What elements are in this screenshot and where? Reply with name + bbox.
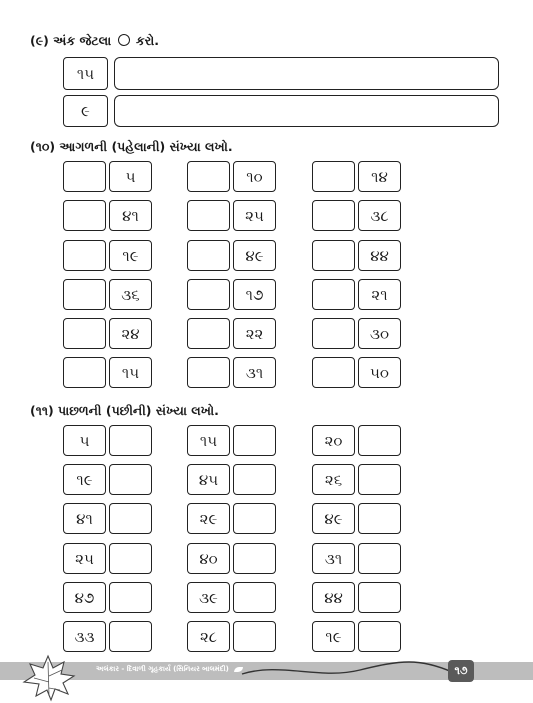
- section-11-number: ૨૫: [75, 549, 94, 568]
- section-10-number-box: [233, 279, 276, 310]
- section-11-answer-box[interactable]: [358, 464, 401, 495]
- section-11-answer-box[interactable]: [109, 464, 152, 495]
- section-10-answer-box[interactable]: [63, 279, 106, 310]
- section-10-number-box: [233, 200, 276, 231]
- section-10-number: ૫: [125, 167, 136, 186]
- section-10-answer-box[interactable]: [187, 318, 230, 349]
- section-11-number: ૧૫: [199, 431, 218, 450]
- section-10-number-box: [358, 200, 401, 231]
- section-10-answer-box[interactable]: [187, 357, 230, 388]
- section-11-answer-box[interactable]: [109, 503, 152, 534]
- section-11-number-box: [63, 621, 106, 652]
- section-10-answer-box[interactable]: [187, 200, 230, 231]
- section-10-answer-box[interactable]: [312, 161, 355, 192]
- section-11-number: ૧૯: [76, 470, 93, 489]
- footer-title: અલંકાર - દિવાળી ગૃહકાર્ય (સિનિયર બાલમંદી): [96, 665, 229, 673]
- section-11-answer-box[interactable]: [233, 503, 276, 534]
- section-10-number-box: [109, 200, 152, 231]
- section-11-number-box: [312, 503, 355, 534]
- section-10-answer-box[interactable]: [63, 240, 106, 271]
- section-11-number: ૪૫: [198, 470, 219, 489]
- section-10-number-box: [358, 240, 401, 271]
- section-10-answer-box[interactable]: [63, 318, 106, 349]
- section-10-answer-box[interactable]: [312, 357, 355, 388]
- section-11-number-box: [63, 582, 106, 613]
- section-9-number-2: ૯: [81, 102, 90, 120]
- section-10-answer-box[interactable]: [63, 357, 106, 388]
- section-11-number: ૨૬: [324, 470, 343, 489]
- section-11-answer-box[interactable]: [358, 621, 401, 652]
- section-11-answer-box[interactable]: [358, 543, 401, 574]
- section-11-number-box: [312, 582, 355, 613]
- section-10-number: ૨૧: [371, 285, 388, 304]
- section-9-number-box-1: [63, 57, 108, 90]
- section-11-number-box: [187, 425, 230, 456]
- section-10-number: ૧૭: [245, 285, 264, 304]
- section-11-number-box: [312, 621, 355, 652]
- section-9-heading-text: (૯) અંક જેટલા: [30, 33, 112, 48]
- section-11-number: ૪૦: [199, 549, 218, 568]
- section-11-answer-box[interactable]: [233, 621, 276, 652]
- section-10-number: ૪૪: [370, 246, 389, 265]
- section-10-number-box: [109, 240, 152, 271]
- section-11-number-box: [187, 464, 230, 495]
- section-10-number: ૧૦: [246, 167, 263, 186]
- section-9-number-box-2: [63, 95, 108, 127]
- section-10-number: ૧૫: [121, 363, 140, 382]
- section-11-answer-box[interactable]: [358, 503, 401, 534]
- section-10-number: ૨૨: [245, 324, 264, 343]
- section-10-number-box: [233, 161, 276, 192]
- section-9-answer-box-1[interactable]: [114, 57, 499, 90]
- section-10-number-box: [233, 240, 276, 271]
- footer-text: [96, 665, 243, 674]
- section-10-number: ૪૧: [122, 206, 139, 225]
- section-10-number-box: [109, 279, 152, 310]
- section-10-answer-box[interactable]: [312, 200, 355, 231]
- section-11-number: ૧૯: [325, 627, 342, 646]
- section-10-number-box: [358, 357, 401, 388]
- section-11-number-box: [187, 621, 230, 652]
- section-10-number-box: [358, 279, 401, 310]
- circle-icon: [118, 34, 130, 46]
- section-10-answer-box[interactable]: [312, 240, 355, 271]
- section-10-answer-box[interactable]: [187, 240, 230, 271]
- section-11-answer-box[interactable]: [233, 582, 276, 613]
- section-10-number: ૨૪: [121, 324, 140, 343]
- section-10-number-box: [233, 357, 276, 388]
- section-10-number: ૩૧: [245, 363, 264, 382]
- section-10-number-box: [109, 357, 152, 388]
- section-10-number-box: [233, 318, 276, 349]
- section-10-answer-box[interactable]: [63, 200, 106, 231]
- section-11-answer-box[interactable]: [358, 425, 401, 456]
- section-11-answer-box[interactable]: [233, 543, 276, 574]
- section-11-number-box: [312, 543, 355, 574]
- section-11-number-box: [63, 425, 106, 456]
- section-11-answer-box[interactable]: [109, 582, 152, 613]
- section-10-number-box: [358, 318, 401, 349]
- section-10-number: ૩૦: [369, 324, 390, 343]
- section-11-number: ૩૩: [74, 627, 95, 646]
- section-11-answer-box[interactable]: [233, 464, 276, 495]
- section-11-number-box: [63, 543, 106, 574]
- section-10-number-box: [109, 318, 152, 349]
- section-11-number: ૫: [79, 431, 90, 450]
- section-10-answer-box[interactable]: [187, 161, 230, 192]
- section-10-answer-box[interactable]: [63, 161, 106, 192]
- section-10-number-box: [358, 161, 401, 192]
- section-11-answer-box[interactable]: [109, 621, 152, 652]
- section-10-number-box: [109, 161, 152, 192]
- section-11-number: ૪૭: [74, 588, 95, 607]
- section-11-number: ૪૧: [76, 509, 93, 528]
- section-11-answer-box[interactable]: [233, 425, 276, 456]
- section-11-number: ૪૯: [324, 509, 343, 528]
- section-11-number: ૨૯: [199, 509, 218, 528]
- section-10-number: ૩૮: [370, 206, 389, 225]
- section-10-heading: (૧૦) આગળની (પહેલાની) સંખ્યા લખો.: [30, 139, 233, 154]
- section-11-number-box: [312, 464, 355, 495]
- page-number: ૧૭: [448, 660, 474, 682]
- cable-decoration: [240, 654, 455, 684]
- section-10-answer-box[interactable]: [312, 318, 355, 349]
- section-11-number-box: [187, 582, 230, 613]
- section-11-answer-box[interactable]: [358, 582, 401, 613]
- section-10-number: ૫૦: [370, 363, 389, 382]
- section-9-heading-tail: કરો.: [135, 33, 160, 48]
- leaf-icon: [234, 667, 243, 672]
- section-11-number: ૨૮: [199, 627, 218, 646]
- section-11-number: ૩૯: [199, 588, 218, 607]
- section-10-number: ૩૬: [121, 285, 140, 304]
- section-11-number: ૨૦: [324, 431, 343, 450]
- section-9-heading: [30, 33, 159, 49]
- section-10-number: ૧૯: [122, 246, 139, 265]
- section-11-answer-box[interactable]: [109, 425, 152, 456]
- section-11-heading: (૧૧) પાછળની (પછીની) સંખ્યા લખો.: [30, 403, 219, 418]
- section-11-number-box: [63, 464, 106, 495]
- section-11-number: ૪૪: [324, 588, 343, 607]
- maple-leaf-icon: [18, 652, 78, 702]
- section-11-number-box: [187, 503, 230, 534]
- section-11-number: ૩૧: [324, 549, 343, 568]
- section-10-number: ૨૫: [245, 206, 264, 225]
- section-9-number-1: ૧૫: [76, 64, 95, 83]
- section-10-number: ૪૯: [245, 246, 264, 265]
- section-11-number-box: [63, 503, 106, 534]
- section-11-answer-box[interactable]: [109, 543, 152, 574]
- section-11-number-box: [187, 543, 230, 574]
- section-10-answer-box[interactable]: [312, 279, 355, 310]
- section-10-number: ૧૪: [371, 167, 388, 186]
- section-9-answer-box-2[interactable]: [114, 95, 499, 127]
- section-11-number-box: [312, 425, 355, 456]
- section-10-answer-box[interactable]: [187, 279, 230, 310]
